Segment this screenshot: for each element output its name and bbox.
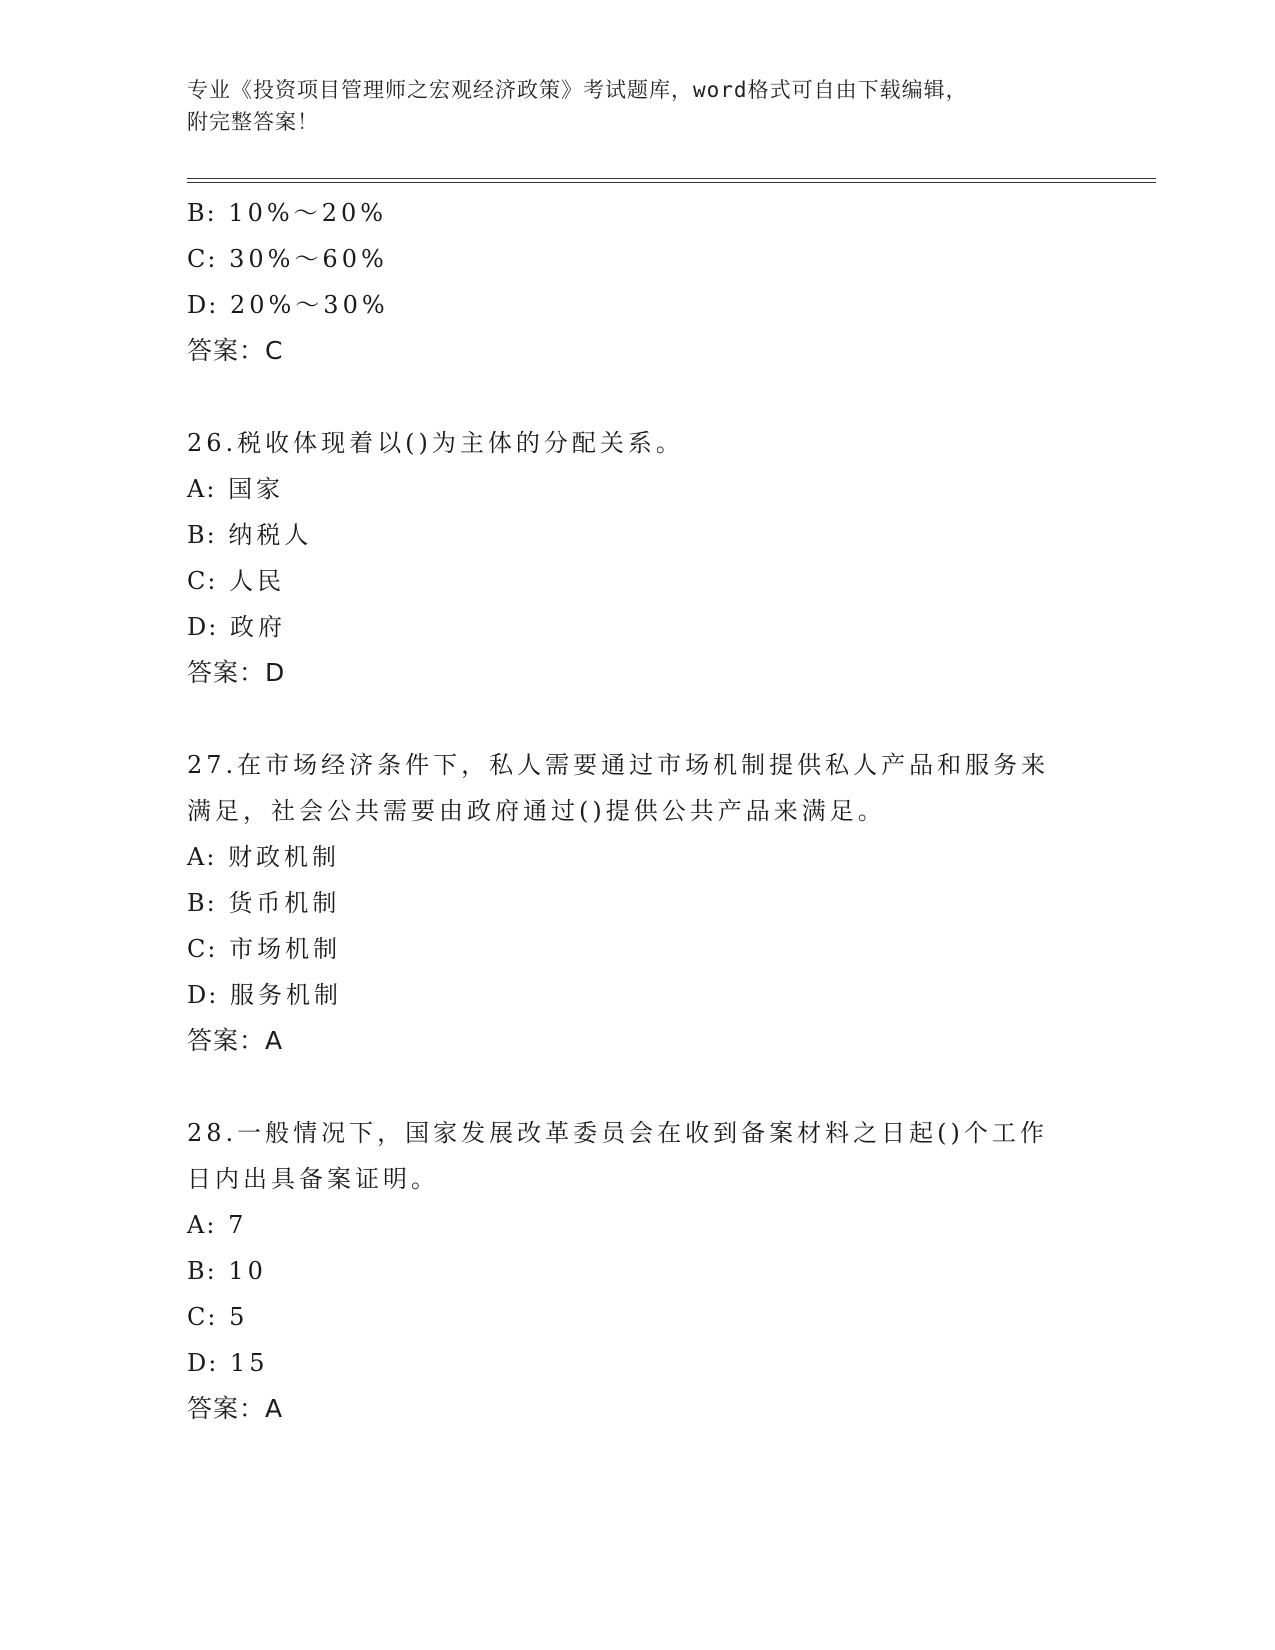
header-divider — [187, 178, 1156, 183]
spacer — [187, 1064, 1087, 1110]
document-header — [187, 74, 1067, 138]
question-block-27 — [187, 742, 1087, 1064]
option-a: A: 国家 — [187, 475, 285, 503]
question-content — [187, 190, 1087, 1432]
question-text: 日内出具备案证明。 — [187, 1165, 439, 1193]
question-block-28 — [187, 1110, 1087, 1432]
question-block-26 — [187, 420, 1087, 696]
option-b: B: 货币机制 — [187, 889, 341, 917]
option-c: C: 30%～60% — [187, 245, 388, 273]
question-text: 28.一般情况下，国家发展改革委员会在收到备案材料之日起()个工作 — [187, 1119, 1048, 1147]
option-d: D: 服务机制 — [187, 981, 342, 1009]
spacer — [187, 696, 1087, 742]
option-b: B: 纳税人 — [187, 521, 313, 549]
answer-line: 答案：D — [187, 658, 286, 687]
option-d: D: 15 — [187, 1349, 269, 1377]
option-a: A: 财政机制 — [187, 843, 341, 871]
header-line-2: 附完整答案！ — [187, 110, 319, 134]
question-block-25 — [187, 190, 1087, 374]
question-text: 26.税收体现着以()为主体的分配关系。 — [187, 429, 684, 457]
answer-line: 答案：A — [187, 1394, 284, 1423]
header-line-1: 专业《投资项目管理师之宏观经济政策》考试题库，word格式可自由下载编辑， — [187, 78, 968, 102]
option-c: C: 市场机制 — [187, 935, 342, 963]
question-text: 27.在市场经济条件下，私人需要通过市场机制提供私人产品和服务来 — [187, 751, 1050, 779]
answer-line: 答案：A — [187, 1026, 284, 1055]
option-b: B: 10 — [187, 1257, 267, 1285]
option-c: C: 5 — [187, 1303, 249, 1331]
option-b: B: 10%～20% — [187, 199, 388, 227]
option-a: A: 7 — [187, 1211, 248, 1239]
option-d: D: 20%～30% — [187, 291, 389, 319]
question-text: 满足，社会公共需要由政府通过()提供公共产品来满足。 — [187, 797, 886, 825]
spacer — [187, 374, 1087, 420]
option-d: D: 政府 — [187, 613, 286, 641]
option-c: C: 人民 — [187, 567, 286, 595]
answer-line: 答案：C — [187, 336, 284, 365]
